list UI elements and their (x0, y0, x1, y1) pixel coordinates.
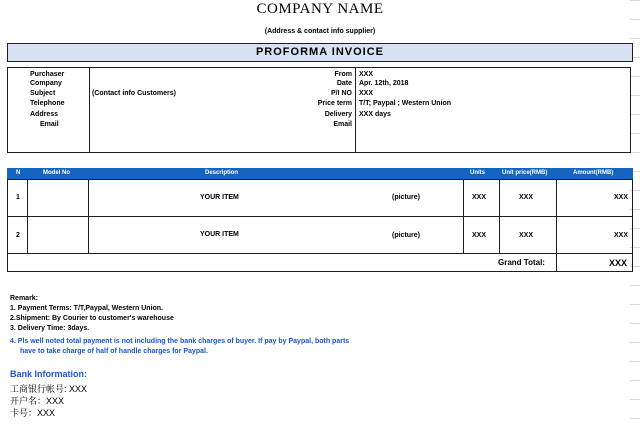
delivery-value: XXX days (359, 111, 391, 118)
account-name-line: 开户名：XXX (10, 396, 65, 406)
grand-total-label: Grand Total: (498, 258, 545, 267)
price-term-label: Price term (317, 100, 352, 107)
customer-contact-value: (Contact info Customers) (92, 90, 176, 97)
from-label: From (334, 71, 352, 78)
remark-line: 1. Payment Terms: T/T,Paypal, Western Union. (10, 305, 164, 312)
col-header-units: Units (470, 170, 485, 176)
purchaser-label: Purchaser (30, 71, 65, 78)
invoice-title: PROFORMA INVOICE (7, 43, 633, 62)
items-header-row (7, 168, 633, 179)
bank-charge-note-cont: have to take charge of half of handle charges for Paypal. (20, 348, 208, 355)
grand-total-value: XXX (609, 258, 628, 268)
email-label: Email (40, 121, 59, 128)
col-header-amount: Amount(RMB) (573, 170, 614, 176)
col-header-n: N (16, 170, 21, 176)
bank-account-line: 工商银行帐号: XXX (10, 384, 88, 394)
remark-title: Remark: (10, 295, 39, 302)
pi-no-value: XXX (359, 90, 374, 97)
card-number-line: 卡号：XXX (10, 408, 56, 418)
bank-charge-note: 4. Pls well noted total payment is not including the bank charges of buyer. If pay by Paypal, both parts (10, 338, 350, 345)
from-value: XXX (359, 71, 374, 78)
bank-info-title: Bank Information: (10, 369, 88, 379)
address-label: Address (30, 111, 59, 118)
info-box (7, 67, 631, 153)
telephone-label: Telephone (30, 100, 65, 107)
subject-label: Subject (30, 90, 56, 97)
seller-email-label: Email (333, 121, 352, 128)
remark-line: 3. Delivery Time: 3days. (10, 325, 90, 332)
col-header-description: Description (205, 170, 239, 176)
company-name: COMPANY NAME (256, 1, 384, 17)
company-subtitle: (Address & contact info supplier) (264, 28, 376, 35)
col-header-unit-price: Unit price(RMB) (502, 170, 548, 176)
col-header-model: Model No (43, 170, 70, 176)
delivery-label: Delivery (324, 111, 352, 118)
date-label: Date (336, 80, 352, 87)
company-label: Company (30, 80, 62, 87)
remark-line: 2.Shipment: By Courier to customer's warehouse (10, 315, 174, 322)
price-term-value: T/T; Paypal ; Western Union (359, 100, 452, 107)
pi-no-label: P/I NO (330, 90, 352, 97)
date-value: Apr. 12th, 2018 (359, 80, 409, 87)
items-table: 1 YOUR ITEM (picture) XXX XXX XXX 2 YOUR ITEM (picture) XXX XXX XXX Grand Total: XXX (7, 179, 633, 272)
